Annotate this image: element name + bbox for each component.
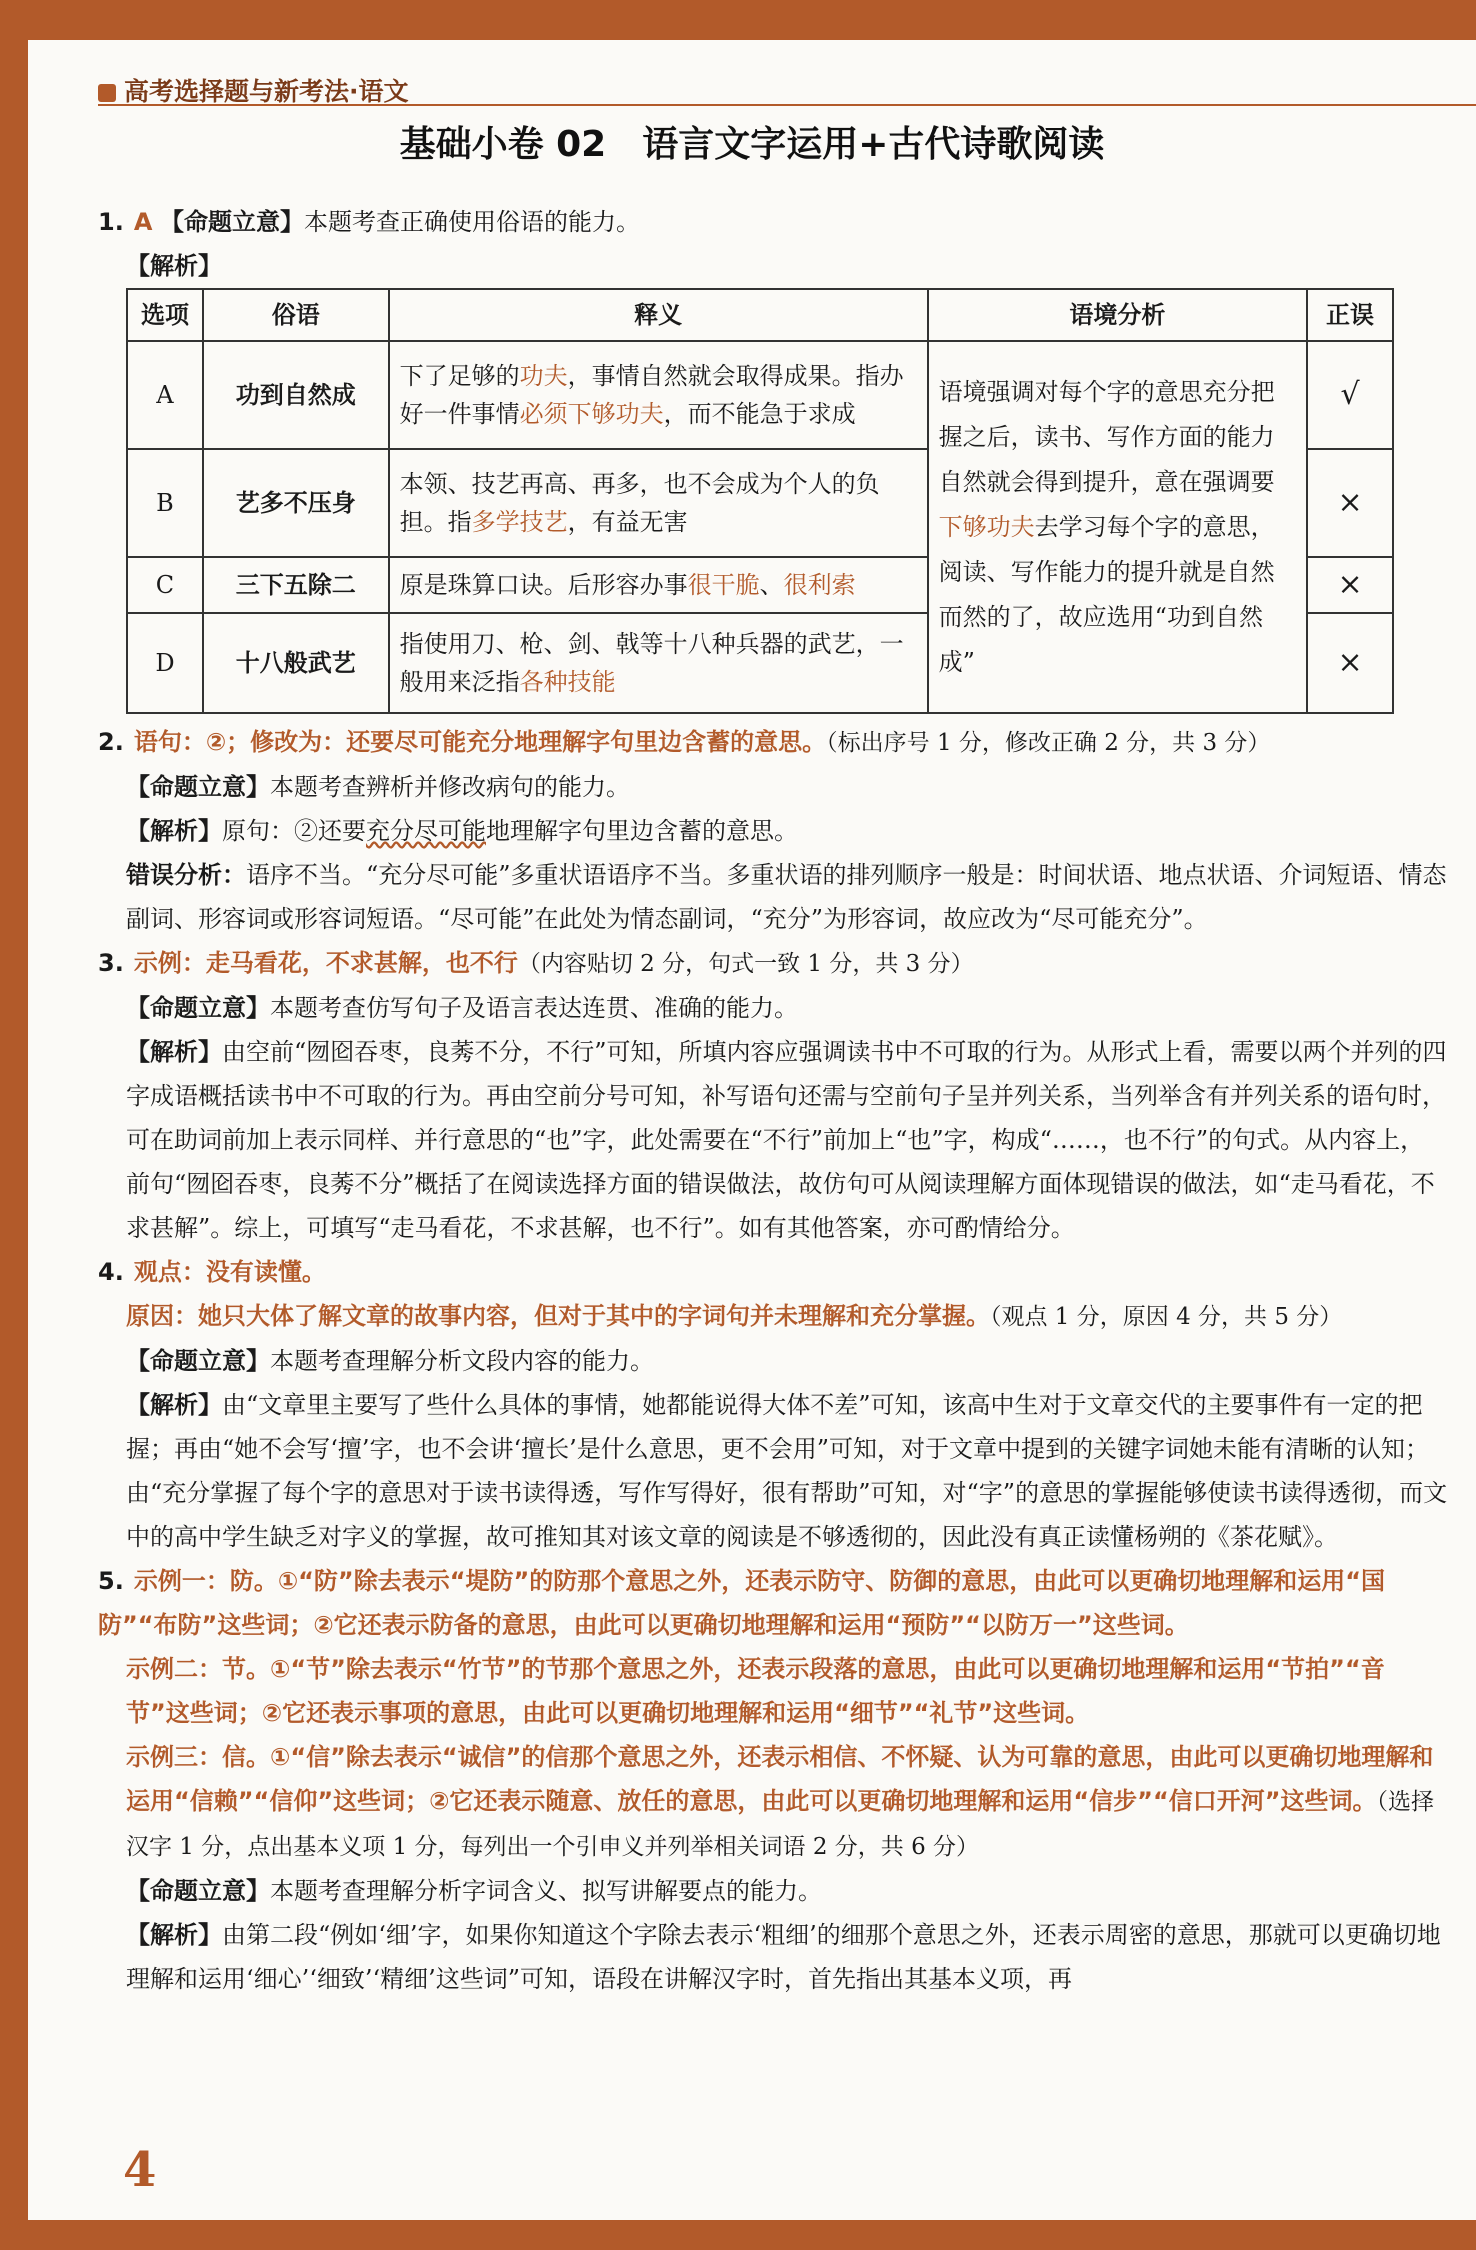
- paper-subject: 语言文字运用+古代诗歌阅读: [642, 124, 1105, 165]
- table-header-row: [127, 289, 1393, 341]
- page: [28, 40, 1476, 2220]
- intent-text: 本题考查辨析并修改病句的能力。: [270, 773, 630, 801]
- result-cell: √: [1307, 341, 1393, 449]
- idiom-cell: 艺多不压身: [203, 449, 389, 557]
- meaning-cell: 原是珠算口诀。后形容办事很干脆、很利索: [389, 557, 928, 613]
- error-analysis-text: 语序不当。“充分尽可能”多重状语语序不当。多重状语的排列顺序一般是：时间状语、地点状语、介词短语、情态副词、形容词或形容词短语。“尽可能”在此处为情态副词，“充分”为形容词，故应改为“尽可能充分”。: [126, 861, 1447, 933]
- answer: 示例：走马看花，不求甚解，也不行: [133, 949, 518, 977]
- question-number: 5.: [98, 1567, 124, 1595]
- table-header: 俗语: [203, 289, 389, 341]
- intent-text: 本题考查理解分析文段内容的能力。: [270, 1347, 654, 1375]
- answer-reason: 原因：她只大体了解文章的故事内容，但对于其中的字词句并未理解和充分掌握。: [126, 1302, 990, 1330]
- content: [98, 200, 1448, 2001]
- option-cell: D: [127, 613, 203, 713]
- score-note: （内容贴切 2 分，句式一致 1 分，共 3 分）: [517, 951, 974, 977]
- intent-text: 本题考查理解分析字词含义、拟写讲解要点的能力。: [270, 1877, 822, 1905]
- intent-text: 本题考查仿写句子及语言表达连贯、准确的能力。: [270, 994, 798, 1022]
- analysis-label: 【解析】: [126, 1038, 222, 1066]
- analysis-label: 【解析】: [126, 1391, 222, 1419]
- idiom-cell: 十八般武艺: [203, 613, 389, 713]
- question-5: [98, 1559, 1448, 2001]
- result-cell: ×: [1307, 557, 1393, 613]
- example-3: 示例三：信。①“信”除去表示“诚信”的信那个意思之外，还表示相信、不怀疑、认为可靠的意思，由此可以更确切地理解和运用“信赖”“信仰”这些词；②它还表示随意、放任的意思，由此可以更确切地理解和运用“信步”“信口开河”这些词。: [126, 1743, 1434, 1815]
- example-1: 示例一：防。①“防”除去表示“堤防”的防那个意思之外，还表示防守、防御的意思，由此可以更确切地理解和运用“国防”“布防”这些词；②它还表示防备的意思，由此可以更确切地理解和运用“预防”“以防万一”这些词。: [98, 1567, 1386, 1639]
- result-cell: ×: [1307, 449, 1393, 557]
- page-title: [28, 116, 1476, 167]
- error-phrase: 充分尽可能: [366, 817, 486, 845]
- analysis-label: 【解析】: [126, 1921, 222, 1949]
- intent-label: 【命题立意】: [126, 773, 270, 801]
- idiom-cell: 三下五除二: [203, 557, 389, 613]
- intent-text: 本题考查正确使用俗语的能力。: [304, 208, 641, 236]
- analysis-label: 【解析】: [126, 817, 222, 845]
- analysis-table: [126, 288, 1394, 714]
- page-number: 4: [123, 2142, 157, 2198]
- question-4: [98, 1250, 1448, 1559]
- paper-code: 基础小卷 02: [399, 124, 607, 165]
- score-note: （标出序号 1 分，修改正确 2 分，共 3 分）: [826, 730, 1271, 756]
- question-number: 1.: [98, 208, 124, 236]
- meaning-cell: 本领、技艺再高、再多，也不会成为个人的负担。指多学技艺，有益无害: [389, 449, 928, 557]
- context-cell: 语境强调对每个字的意思充分把握之后，读书、写作方面的能力自然就会得到提升，意在强调要下够功夫去学习每个字的意思，阅读、写作能力的提升就是自然而然的了，故应选用“功到自然成”: [928, 341, 1307, 713]
- table-header: 释义: [389, 289, 928, 341]
- analysis-label: 【解析】: [126, 252, 222, 280]
- option-cell: A: [127, 341, 203, 449]
- option-cell: B: [127, 449, 203, 557]
- answer: A: [133, 208, 153, 236]
- original-sentence-end: 地理解字句里边含蓄的意思。: [486, 817, 798, 845]
- score-note: （观点 1 分，原因 4 分，共 5 分）: [990, 1304, 1343, 1330]
- header-brand: [98, 72, 409, 108]
- question-2: [98, 720, 1448, 941]
- brand-text: 高考选择题与新考法·语文: [124, 77, 409, 106]
- table-row: [127, 341, 1393, 449]
- question-3: [98, 941, 1448, 1250]
- question-1: [98, 200, 1448, 714]
- question-number: 4.: [98, 1258, 124, 1286]
- error-analysis-label: 错误分析：: [126, 861, 246, 889]
- intent-label: 【命题立意】: [126, 994, 270, 1022]
- intent-label: 【命题立意】: [126, 1347, 270, 1375]
- original-sentence: 原句：②还要: [222, 817, 366, 845]
- analysis-text: 由空前“囫囵吞枣，良莠不分，不行”可知，所填内容应强调读书中不可取的行为。从形式上看，需要以两个并列的四字成语概括读书中不可取的行为。再由空前分号可知，补写语句还需与空前句子呈并列关系，当列举含有并列关系的语句时，可在助词前加上表示同样、并行意思的“也”字，此处需要在“不行”前加上“也”字，构成“……，也不行”的句式。从内容上，前句“囫囵吞枣，良莠不分”概括了在阅读选择方面的错误做法，故仿句可从阅读理解方面体现错误的做法，如“走马看花，不求甚解”。综上，可填写“走马看花，不求甚解，也不行”。如有其他答案，亦可酌情给分。: [126, 1038, 1447, 1242]
- question-number: 3.: [98, 949, 124, 977]
- intent-label: 【命题立意】: [160, 208, 305, 236]
- table-header: 选项: [127, 289, 203, 341]
- example-2: 示例二：节。①“节”除去表示“竹节”的节那个意思之外，还表示段落的意思，由此可以更确切地理解和运用“节拍”“音节”这些词；②它还表示事项的意思，由此可以更确切地理解和运用“细节”“礼节”这些词。: [126, 1655, 1385, 1727]
- meaning-cell: 下了足够的功夫，事情自然就会取得成果。指办好一件事情必须下够功夫，而不能急于求成: [389, 341, 928, 449]
- result-cell: ×: [1307, 613, 1393, 713]
- book-icon: [98, 84, 116, 102]
- meaning-cell: 指使用刀、枪、剑、戟等十八种兵器的武艺，一般用来泛指各种技能: [389, 613, 928, 713]
- option-cell: C: [127, 557, 203, 613]
- table-header: 语境分析: [928, 289, 1307, 341]
- answer: 语句：②；修改为：还要尽可能充分地理解字句里边含蓄的意思。: [133, 728, 827, 756]
- header-divider: [98, 104, 1476, 106]
- analysis-text: 由第二段“例如‘细’字，如果你知道这个字除去表示‘粗细’的细那个意思之外，还表示周密的意思，那就可以更确切地理解和运用‘细心’‘细致’‘精细’这些词”可知，语段在讲解汉字时，首先指出其基本义项，再: [126, 1921, 1441, 1993]
- question-number: 2.: [98, 728, 124, 756]
- intent-label: 【命题立意】: [126, 1877, 270, 1905]
- table-header: 正误: [1307, 289, 1393, 341]
- idiom-cell: 功到自然成: [203, 341, 389, 449]
- analysis-text: 由“文章里主要写了些什么具体的事情，她都能说得大体不差”可知，该高中生对于文章交代的主要事件有一定的把握；再由“她不会写‘擅’字，也不会讲‘擅长’是什么意思，更不会用”可知，对于文章中提到的关键字词她未能有清晰的认知；由“充分掌握了每个字的意思对于读书读得透，写作写得好，很有帮助”可知，对“字”的意思的掌握能够使读书读得透彻，而文中的高中学生缺乏对字义的掌握，故可推知其对该文章的阅读是不够透彻的，因此没有真正读懂杨朔的《茶花赋》。: [126, 1391, 1448, 1551]
- answer-viewpoint: 观点：没有读懂。: [133, 1258, 326, 1286]
- score-note: （选择汉字 1 分，点出基本义项 1 分，每列出一个引申义并列举相关词语 2 分，共 6 分）: [126, 1789, 1435, 1860]
